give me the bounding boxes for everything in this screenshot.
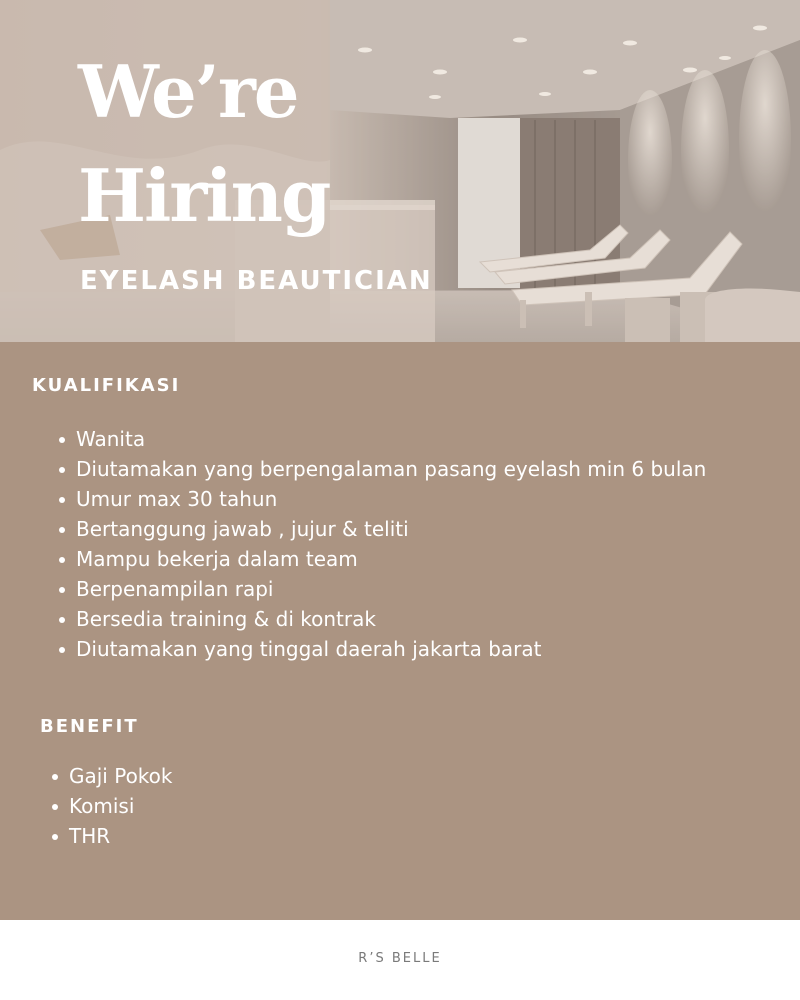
footer xyxy=(0,920,800,1000)
list-item xyxy=(76,604,706,634)
list-item xyxy=(76,634,706,664)
job-position-title: EYELASH BEAUTICIAN xyxy=(80,266,433,296)
qualifications-list xyxy=(76,424,706,664)
list-item xyxy=(69,791,173,821)
list-item xyxy=(69,761,173,791)
list-item-text: Bertanggung jawab , jujur & teliti xyxy=(76,517,409,541)
bullet-icon xyxy=(59,497,65,503)
bullet-icon xyxy=(52,804,58,810)
bullet-icon xyxy=(59,527,65,533)
list-item-text: Mampu bekerja dalam team xyxy=(76,547,358,571)
list-item xyxy=(76,454,706,484)
list-item-text: Umur max 30 tahun xyxy=(76,487,278,511)
list-item-text: Diutamakan yang berpengalaman pasang eyelash min 6 bulan xyxy=(76,457,707,481)
bullet-icon xyxy=(52,834,58,840)
list-item-text: Komisi xyxy=(69,794,135,818)
list-item xyxy=(76,574,706,604)
hero-title-line-2: Hiring xyxy=(78,153,330,238)
hero-banner xyxy=(0,0,800,342)
bullet-icon xyxy=(59,467,65,473)
brand-name: R’S BELLE xyxy=(358,951,442,966)
list-item-text: Wanita xyxy=(76,427,146,451)
benefits-list xyxy=(69,761,173,851)
bullet-icon xyxy=(59,587,65,593)
bullet-icon xyxy=(59,647,65,653)
bullet-icon xyxy=(52,774,58,780)
hero-title-line-1: We’re xyxy=(78,49,298,134)
benefits-heading: BENEFIT xyxy=(40,716,139,737)
list-item-text: THR xyxy=(69,824,111,848)
qualifications-heading: KUALIFIKASI xyxy=(32,375,181,396)
list-item xyxy=(76,514,706,544)
list-item xyxy=(69,821,173,851)
list-item xyxy=(76,544,706,574)
list-item-text: Berpenampilan rapi xyxy=(76,577,274,601)
bullet-icon xyxy=(59,437,65,443)
list-item xyxy=(76,484,706,514)
bullet-icon xyxy=(59,557,65,563)
list-item-text: Gaji Pokok xyxy=(69,764,173,788)
list-item-text: Diutamakan yang tinggal daerah jakarta barat xyxy=(76,637,542,661)
job-details-panel xyxy=(0,342,800,920)
list-item-text: Bersedia training & di kontrak xyxy=(76,607,376,631)
list-item xyxy=(76,424,706,454)
bullet-icon xyxy=(59,617,65,623)
